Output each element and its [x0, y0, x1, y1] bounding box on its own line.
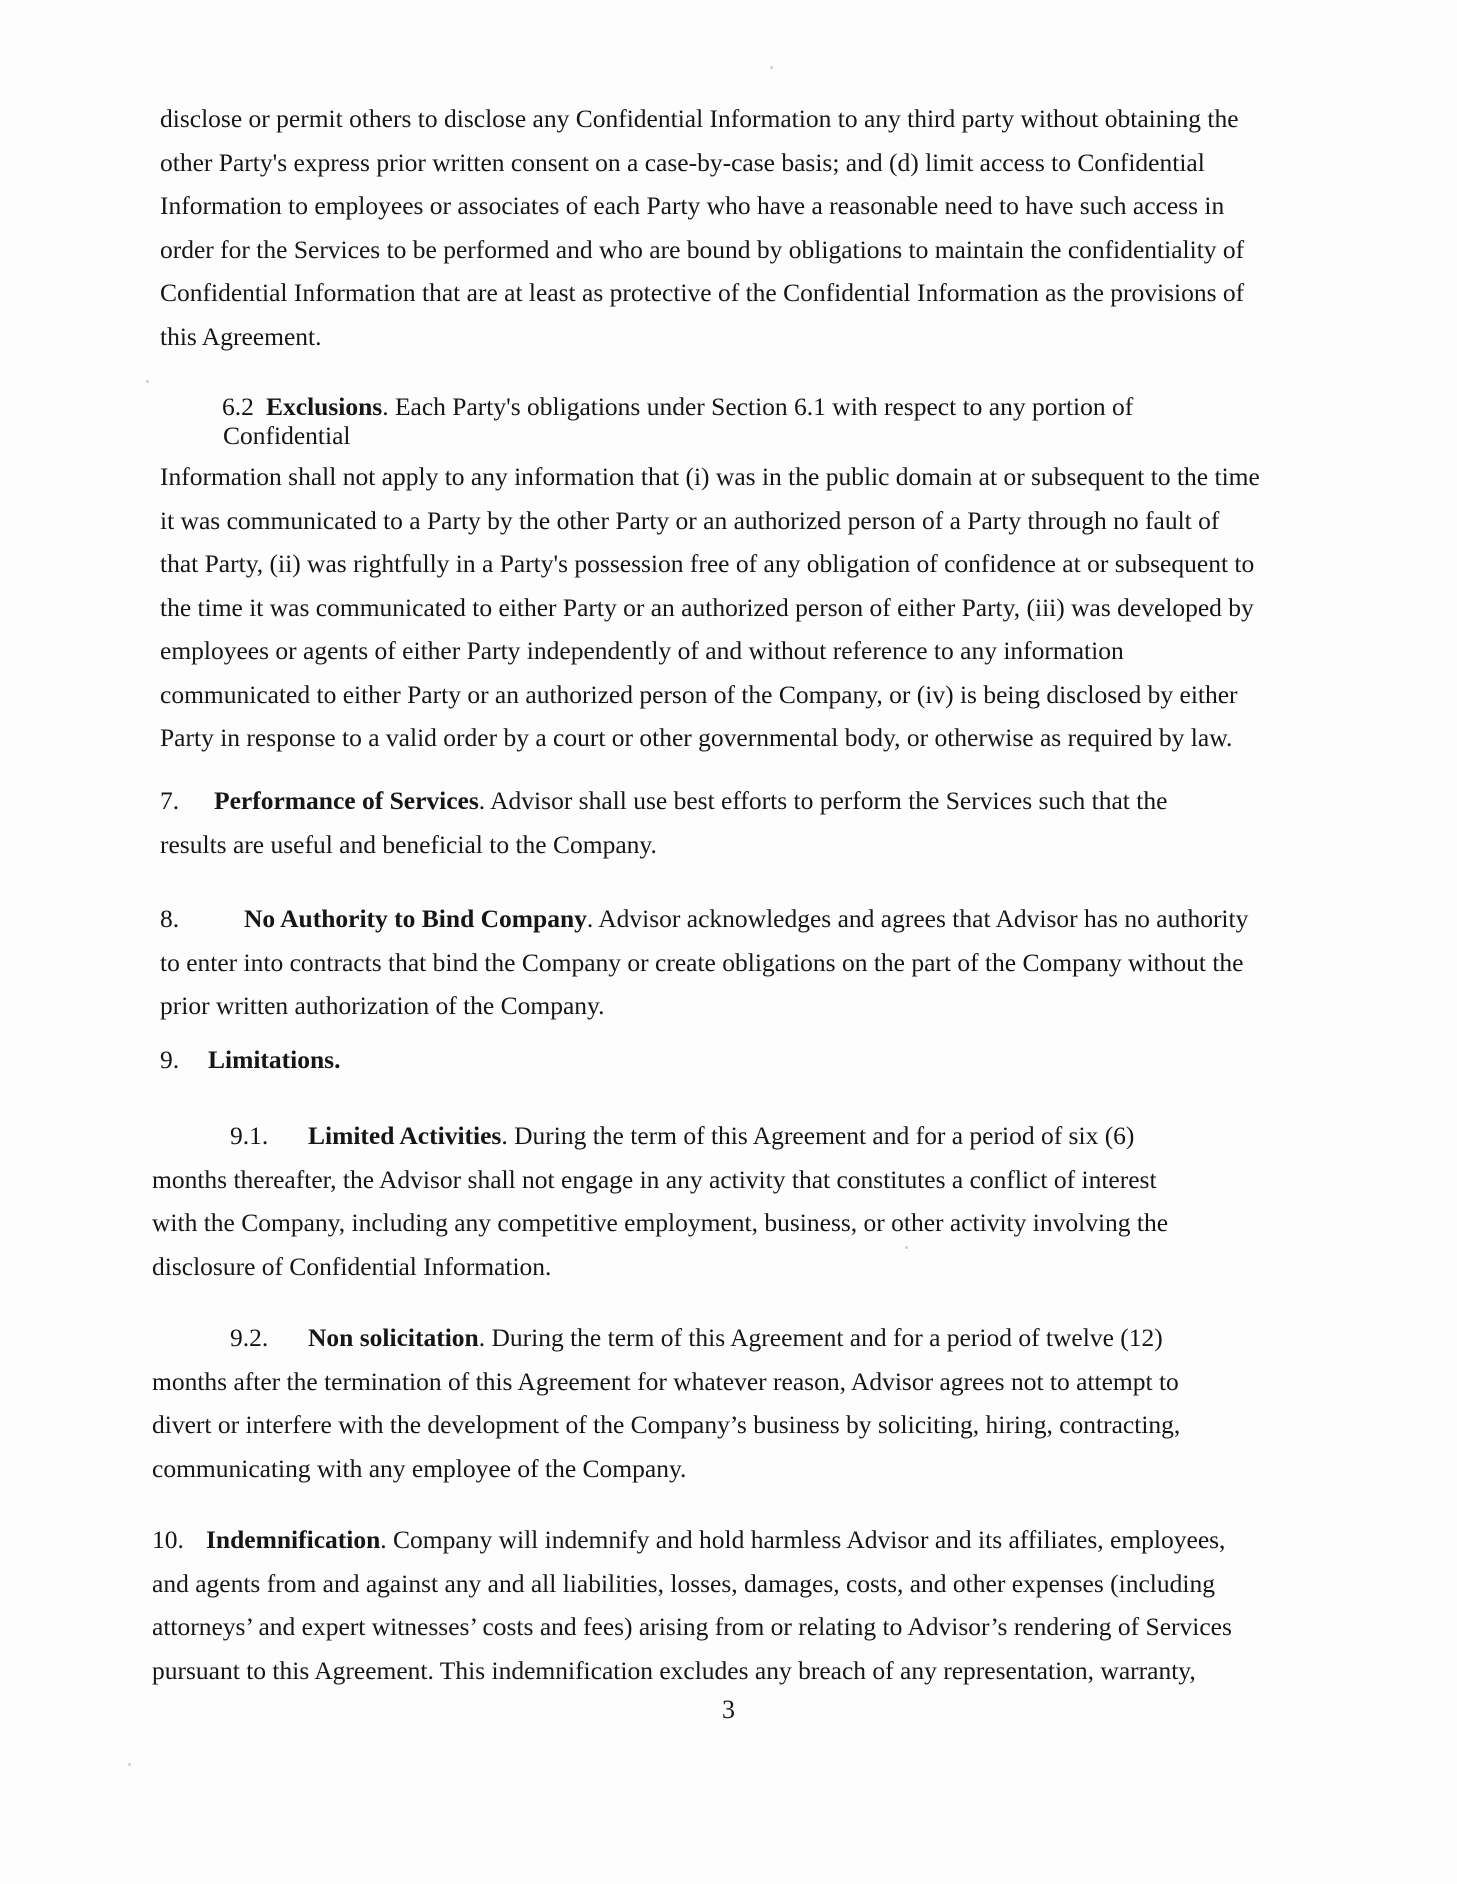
section-text: . Advisor shall use best efforts to perform the Services such that the: [478, 786, 1168, 815]
section-heading: Limitations.: [208, 1045, 341, 1074]
page-number: 3: [722, 1695, 735, 1724]
text-line: with the Company, including any competitive employment, business, or other activity involving the: [152, 1208, 1169, 1237]
section-intro-wrap: Confidential: [223, 421, 351, 450]
section-number: 9.1.: [230, 1121, 269, 1150]
section-6-2-heading: [222, 392, 1133, 450]
text-line: pursuant to this Agreement. This indemnification excludes any breach of any representation, warranty,: [152, 1655, 1196, 1685]
text-line: Information shall not apply to any information that (i) was in the public domain at or subsequent to the time: [160, 462, 1260, 491]
text-line: to enter into contracts that bind the Company or create obligations on the part of the Company without the: [160, 947, 1244, 977]
section-number: 8.: [160, 904, 180, 933]
text-line: Party in response to a valid order by a court or other governmental body, or otherwise as required by law.: [160, 723, 1233, 752]
text-line: attorneys’ and expert witnesses’ costs and fees) arising from or relating to Advisor’s rendering of Services: [152, 1612, 1232, 1641]
section-heading: Performance of Services: [214, 786, 479, 815]
section-heading: Limited Activities: [308, 1121, 502, 1150]
section-number: 10.: [152, 1525, 184, 1554]
section-7: [160, 779, 1167, 866]
text-line: disclosure of Confidential Information.: [152, 1251, 552, 1281]
scan-speck: [905, 1246, 908, 1249]
text-line: months after the termination of this Agreement for whatever reason, Advisor agrees not to attempt to: [152, 1366, 1179, 1396]
text-line: this Agreement.: [160, 321, 322, 351]
section-text: . During the term of this Agreement and for a period of twelve (12): [478, 1323, 1163, 1352]
section-9-2: [152, 1316, 1180, 1490]
section-text: . Advisor acknowledges and agrees that Advisor has no authority: [586, 904, 1249, 933]
section-number: 6.2: [222, 392, 254, 421]
text-line: order for the Services to be performed and who are bound by obligations to maintain the confidentiality of: [160, 234, 1245, 264]
section-8: [160, 897, 1248, 1028]
scan-speck: [770, 66, 773, 69]
text-line: Information to employees or associates of each Party who have a reasonable need to have such access in: [160, 191, 1225, 220]
text-line: communicating with any employee of the Company.: [152, 1453, 687, 1483]
section-number: 9.2.: [230, 1323, 269, 1352]
text-line: results are useful and beneficial to the Company.: [160, 829, 657, 859]
text-line: employees or agents of either Party independently of and without reference to any information: [160, 636, 1124, 665]
text-line: divert or interfere with the development of the Company’s business by soliciting, hiring, contracting,: [152, 1410, 1181, 1439]
section-9-1: [152, 1114, 1168, 1288]
section-text: . Company will indemnify and hold harmless Advisor and its affiliates, employees,: [380, 1525, 1226, 1554]
scan-speck: [146, 380, 149, 383]
section-intro: . Each Party's obligations under Section 6.1 with respect to any portion of: [382, 392, 1134, 421]
section-heading: No Authority to Bind Company: [244, 904, 587, 933]
scan-speck: [128, 1763, 131, 1766]
text-line: communicated to either Party or an authorized person of the Company, or (iv) is being disclosed by either: [160, 679, 1238, 709]
section-6-2-body: [160, 455, 1260, 760]
section-9-heading: [160, 1038, 340, 1082]
section-heading: Non solicitation: [308, 1323, 479, 1352]
section-number: 7.: [160, 786, 180, 815]
paragraph-6-1-continued: [160, 97, 1244, 358]
text-line: Confidential Information that are at least as protective of the Confidential Information as the provisions of: [160, 278, 1245, 307]
section-heading: Indemnification: [206, 1525, 381, 1554]
text-line: and agents from and against any and all liabilities, losses, damages, costs, and other expenses (including: [152, 1568, 1215, 1598]
text-line: the time it was communicated to either Party or an authorized person of either Party, (iii) was developed by: [160, 592, 1254, 622]
text-line: months thereafter, the Advisor shall not engage in any activity that constitutes a conflict of interest: [152, 1164, 1157, 1194]
text-line: that Party, (ii) was rightfully in a Party's possession free of any obligation of confidence at or subsequent to: [160, 549, 1255, 578]
text-line: it was communicated to a Party by the other Party or an authorized person of a Party through no fault of: [160, 505, 1220, 535]
section-10: [152, 1518, 1232, 1692]
section-heading: Exclusions: [266, 392, 383, 421]
text-line: disclose or permit others to disclose any Confidential Information to any third party without obtaining the: [160, 104, 1239, 133]
section-number: 9.: [160, 1045, 180, 1074]
section-text: . During the term of this Agreement and for a period of six (6): [501, 1121, 1135, 1150]
text-line: prior written authorization of the Company.: [160, 991, 605, 1020]
text-line: other Party's express prior written consent on a case-by-case basis; and (d) limit access to Confidential: [160, 147, 1205, 177]
